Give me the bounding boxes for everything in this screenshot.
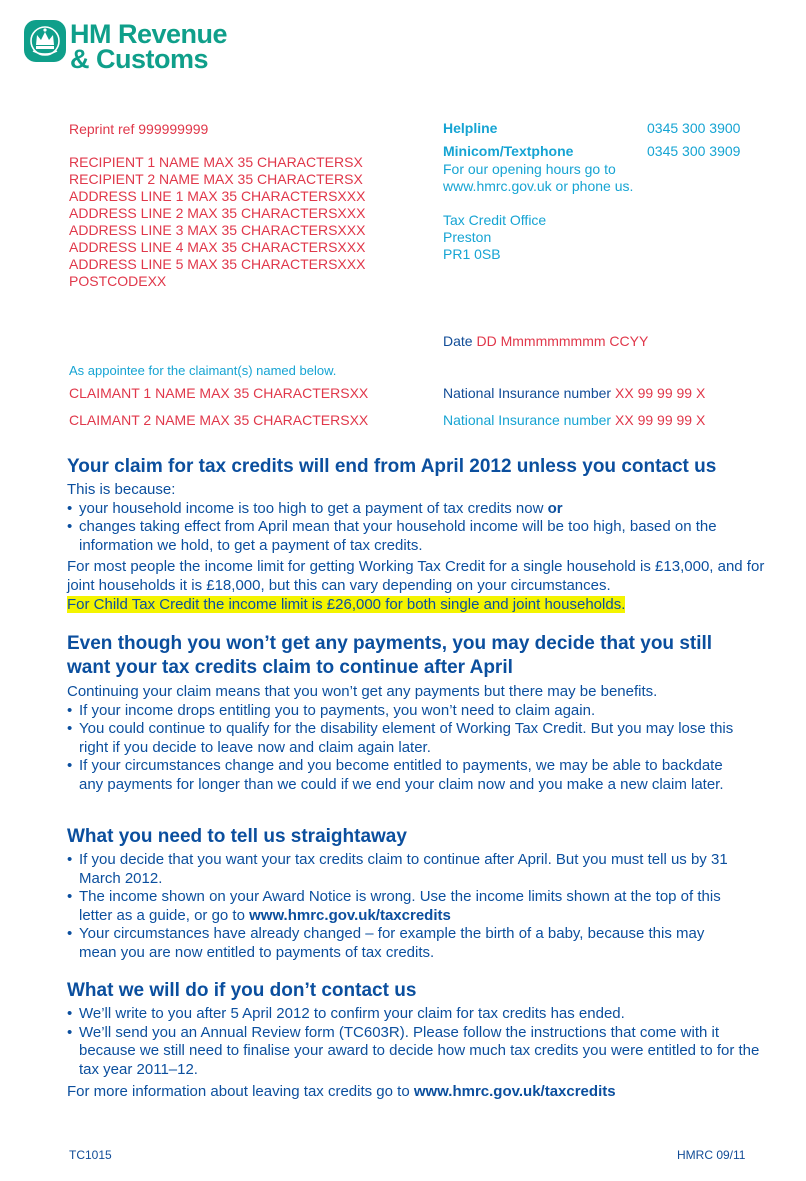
section-bullets bbox=[67, 500, 717, 556]
crown-crest-icon bbox=[23, 19, 67, 63]
income-limits-paragraph: For most people the income limit for getting Working Tax Credit for a single household is £13,000, and for joint households it is £18,000, but this can vary depending on your circumstances. bbox=[67, 558, 765, 594]
ni-value: XX 99 99 99 X bbox=[615, 412, 706, 428]
highlighted-text: For Child Tax Credit the income limit is £26,000 for both single and joint households. bbox=[67, 595, 626, 613]
logo-wordmark bbox=[70, 19, 228, 74]
recipient-address bbox=[69, 154, 365, 290]
bullet-item: • We’ll send you an Annual Review form (TC603R). Please follow the instructions that come with it because we still need to finalise your award to decide how much tax credits you were entitled to for the tax year 2011–12. bbox=[67, 1024, 767, 1080]
logo-line-1: HM Revenue bbox=[70, 19, 228, 49]
bullet-item: • If you decide that you want your tax credits claim to continue after April. But you must tell us by 31 March 2012. bbox=[67, 851, 739, 888]
logo-line-2: & Customs bbox=[70, 44, 209, 74]
bullet-text: The income shown on your Award Notice is wrong. Use the income limits shown at the top of this letter as a guide, or go to bbox=[79, 888, 721, 924]
date-value: DD Mmmmmmmmm CCYY bbox=[476, 333, 649, 349]
recipient-line: ADDRESS LINE 2 MAX 35 CHARACTERSXXX bbox=[69, 205, 366, 221]
section-continue-claim bbox=[67, 632, 767, 795]
claimant-1-ni bbox=[443, 385, 705, 401]
minicom-label: Minicom/Textphone bbox=[443, 143, 574, 159]
helpline-label: Helpline bbox=[443, 120, 498, 136]
recipient-line: RECIPIENT 2 NAME MAX 35 CHARACTERSX bbox=[69, 171, 363, 187]
ni-label: National Insurance number bbox=[443, 385, 612, 401]
section-tell-us bbox=[67, 826, 767, 963]
reprint-ref: Reprint ref 999999999 bbox=[69, 121, 209, 137]
bullet-emphasis: or bbox=[547, 499, 563, 517]
recipient-line: ADDRESS LINE 1 MAX 35 CHARACTERSXXX bbox=[69, 188, 366, 204]
closing-paragraph bbox=[67, 1083, 777, 1102]
hours-line: For our opening hours go to bbox=[443, 161, 616, 177]
section-bullets bbox=[67, 851, 739, 963]
bullet-item: • changes taking effect from April mean that your household income will be too high, based on the information we hold, to get a payment of tax credits. bbox=[67, 518, 717, 555]
form-version: HMRC 09/11 bbox=[677, 1148, 746, 1162]
date-label: Date bbox=[443, 333, 473, 349]
section-heading: What you need to tell us straightaway bbox=[67, 826, 407, 847]
bullet-item bbox=[67, 888, 739, 925]
bullet-item: • We’ll write to you after 5 April 2012 to confirm your claim for tax credits has ended. bbox=[67, 1005, 767, 1024]
claimant-1-name: CLAIMANT 1 NAME MAX 35 CHARACTERSXX bbox=[69, 385, 369, 401]
child-tax-credit-note bbox=[67, 596, 777, 615]
bullet-item: • You could continue to qualify for the disability element of Working Tax Credit. But you may lose this right if you decide to leave now and claim again later. bbox=[67, 720, 737, 757]
office-line: Tax Credit Office bbox=[443, 212, 547, 228]
office-line: PR1 0SB bbox=[443, 246, 501, 262]
opening-hours bbox=[443, 161, 633, 195]
hmrc-logo bbox=[23, 19, 67, 68]
recipient-line: POSTCODEXX bbox=[69, 273, 167, 289]
section-heading: Your claim for tax credits will end from April 2012 unless you contact us bbox=[67, 456, 717, 477]
letter-date bbox=[443, 333, 648, 349]
taxcredits-link[interactable]: www.hmrc.gov.uk/taxcredits bbox=[413, 1083, 616, 1101]
form-code: TC1015 bbox=[69, 1148, 112, 1162]
recipient-line: ADDRESS LINE 4 MAX 35 CHARACTERSXXX bbox=[69, 239, 366, 255]
section-intro: Continuing your claim means that you won’t get any payments but there may be benefits. bbox=[67, 683, 658, 700]
hours-line: www.hmrc.gov.uk or phone us. bbox=[443, 178, 634, 194]
recipient-line: RECIPIENT 1 NAME MAX 35 CHARACTERSX bbox=[69, 154, 363, 170]
claimant-2-ni bbox=[443, 412, 705, 428]
taxcredits-link[interactable]: www.hmrc.gov.uk/taxcredits bbox=[249, 906, 451, 924]
bullet-item bbox=[67, 500, 717, 519]
bullet-text: your household income is too high to get a payment of tax credits now bbox=[79, 499, 544, 517]
ni-label: National Insurance number bbox=[443, 412, 612, 428]
section-bullets bbox=[67, 702, 737, 795]
section-claim-end bbox=[67, 456, 777, 614]
office-line: Preston bbox=[443, 229, 492, 245]
section-no-contact bbox=[67, 980, 777, 1102]
recipient-line: ADDRESS LINE 3 MAX 35 CHARACTERSXXX bbox=[69, 222, 366, 238]
section-heading: What we will do if you don’t contact us bbox=[67, 980, 417, 1001]
section-intro: This is because: bbox=[67, 481, 176, 498]
closing-text: For more information about leaving tax credits go to bbox=[67, 1083, 410, 1101]
recipient-line: ADDRESS LINE 5 MAX 35 CHARACTERSXXX bbox=[69, 256, 366, 272]
ni-value: XX 99 99 99 X bbox=[615, 385, 706, 401]
helpline-number: 0345 300 3900 bbox=[647, 120, 741, 136]
claimant-2-name: CLAIMANT 2 NAME MAX 35 CHARACTERSXX bbox=[69, 412, 369, 428]
bullet-item: • If your income drops entitling you to payments, you won’t need to claim again. bbox=[67, 702, 737, 721]
office-address bbox=[443, 212, 546, 263]
section-heading: Even though you won’t get any payments, you may decide that you still want your tax credits claim to continue after April bbox=[67, 633, 713, 678]
appointee-note: As appointee for the claimant(s) named below. bbox=[69, 363, 337, 378]
section-bullets bbox=[67, 1005, 767, 1079]
bullet-item: • Your circumstances have already changed – for example the birth of a baby, because this may mean you are now entitled to payments of tax credits. bbox=[67, 925, 739, 962]
bullet-item: • If your circumstances change and you become entitled to payments, we may be able to backdate any payments for longer than we could if we end your claim now and you make a new claim later. bbox=[67, 757, 737, 794]
minicom-number: 0345 300 3909 bbox=[647, 143, 741, 159]
